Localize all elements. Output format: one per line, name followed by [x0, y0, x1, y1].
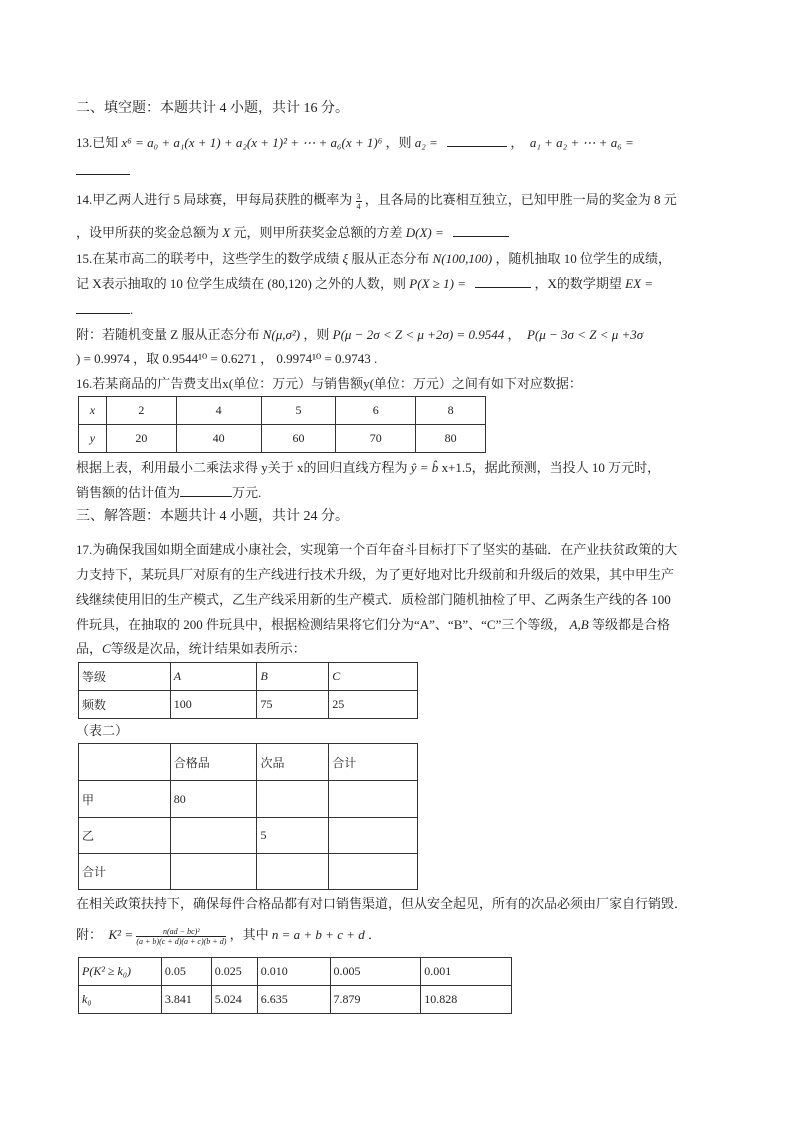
k2-lhs: K² = [108, 927, 134, 942]
q15-blank-2[interactable] [76, 301, 130, 314]
q13-blank-2[interactable] [76, 162, 130, 175]
q17-p5-a: 品， [76, 641, 103, 656]
section-3-heading: 三、解答题：本题共计 4 小题，共计 24 分。 [76, 509, 349, 524]
q16-line-2 [76, 484, 261, 502]
q16-table [78, 396, 486, 453]
ct-cell[interactable] [170, 818, 257, 854]
q15-line-2 [76, 275, 653, 293]
q16-cell: 40 [176, 425, 261, 453]
normal-note [76, 326, 643, 344]
q16-line2-a: 销售额的估计值为 [76, 485, 181, 500]
q16-cell: y [79, 425, 107, 453]
note-text-1b: ，则 [303, 327, 330, 342]
attach-label: 附： [76, 927, 103, 942]
q13-ask1: a₂ = [414, 135, 438, 150]
grade-table [78, 662, 418, 719]
ct-cell: 乙 [79, 818, 171, 854]
ct-cell: 合计 [329, 744, 418, 781]
k2-cell: 0.005 [330, 958, 421, 986]
question-14 [76, 191, 677, 211]
q16-cell: 20 [106, 425, 176, 453]
q15-text-1c: ，随机抽取 10 位学生的成绩， [495, 251, 671, 266]
ct-cell[interactable] [170, 854, 257, 890]
grade-cell: 25 [329, 691, 418, 719]
q16-line2-b: 万元. [232, 485, 262, 500]
q16-cell: x [79, 397, 107, 425]
grade-row-2 [79, 691, 418, 719]
q16-cell: 60 [261, 425, 336, 453]
q15-text-1b: 服从正态分布 [351, 251, 430, 266]
ct-row-yi [79, 818, 418, 854]
table2-caption: （表二） [76, 723, 129, 738]
q15-dist: N(100,100) [432, 251, 493, 266]
q16-cell: 2 [106, 397, 176, 425]
q17-p4-text: 件玩具，在抽取的 200 件玩具中，根据检测结果将它们分为“A”、“B”、“C”三个等级， [76, 617, 567, 632]
policy-text: 在相关政策扶持下，确保每件合格品都有对口销售渠道，但从安全起见，所有的次品必须由厂家自行销毁． [76, 896, 688, 911]
q14-frac-den: 4 [356, 201, 361, 211]
k2-row-k0 [79, 986, 512, 1014]
question-15 [76, 250, 671, 268]
q16-row-y [79, 425, 486, 453]
ct-cell: 合计 [79, 854, 171, 890]
q14-line-2 [76, 224, 509, 242]
ct-cell: 合格品 [170, 744, 257, 781]
note-sep: ， [507, 327, 521, 342]
grade-cell: 100 [170, 691, 257, 719]
grade-row-1 [79, 663, 418, 691]
q15-blank-1[interactable] [475, 275, 531, 288]
q17-paragraph-2: 力支持下，某玩具厂对原有的生产线进行技术升级，为了更好地对比升级前和升级后的效果，其中甲生产 [76, 567, 675, 582]
q13-ask2: a₁ + a₂ + ⋯ + a₆ = [529, 135, 634, 150]
grade-cell: A [170, 663, 257, 691]
q13-blank-1[interactable] [447, 134, 507, 147]
ct-cell[interactable] [329, 818, 418, 854]
q17-paragraph-4 [76, 616, 670, 634]
grade-cell: 75 [257, 691, 329, 719]
attach-mid: ，其中 [229, 927, 269, 942]
k2-cell: 10.828 [421, 986, 512, 1014]
k2-cell: 7.879 [330, 986, 421, 1014]
n-equation: n = a + b + c + d [271, 927, 365, 942]
k2-cell: 0.001 [421, 958, 512, 986]
k2-cell: 0.025 [211, 958, 257, 986]
ct-cell[interactable] [329, 854, 418, 890]
grade-cell: C [329, 663, 418, 691]
q16-intro: 16.若某商品的广告费支出x(单位：万元）与销售额y(单位：万元）之间有如下对应数据： [76, 376, 582, 391]
q14-dx: D(X) = [405, 225, 444, 240]
ct-cell [79, 744, 171, 781]
k2-cell: 5.024 [211, 986, 257, 1014]
note-line-2: ) = 0.9974 ，取 0.9544¹⁰ = 0.6271 ， 0.9974¹⁰ = 0.9743 . [76, 351, 378, 366]
q13-sep: ， [510, 135, 524, 150]
k2-cell: P(K² ≥ k₀) [79, 958, 162, 986]
k2-cell: 3.841 [161, 986, 211, 1014]
q15-p: P(X ≥ 1) = [409, 276, 466, 291]
ct-cell[interactable] [257, 781, 329, 818]
q14-var: X [222, 225, 231, 240]
q15-line-3: . [76, 301, 133, 319]
q14-blank[interactable] [453, 224, 509, 237]
q17-p4-ab: A,B [569, 617, 589, 632]
k2-cell: 6.635 [257, 986, 330, 1014]
q17-paragraph-3: 线继续使用旧的生产模式，乙生产线采用新的生产模式．质检部门随机抽检了甲、乙两条生产线的各 100 [76, 592, 671, 607]
q17-p5-b: 等级是次品，统计结果如表所示： [110, 641, 306, 656]
q14-fraction [356, 192, 362, 211]
q15-text-2b: ，X的数学期望 [534, 276, 622, 291]
ct-cell: 次品 [257, 744, 329, 781]
q15-text-2a: 记 X表示抽取的 10 位学生成绩在 (80,120) 之外的人数，则 [76, 276, 407, 291]
k2-num: n(ad − bc)² [136, 927, 226, 937]
ct-cell: 5 [257, 818, 329, 854]
q13-prefix: 13.已知 [76, 135, 119, 150]
q15-xi: ξ [342, 251, 349, 266]
k2-fraction [136, 927, 226, 946]
k2-den: (a + b)(c + d)(a + c)(b + d) [136, 936, 227, 946]
question-13 [76, 134, 634, 152]
q16-cell: 6 [336, 397, 416, 425]
q14-text-2b: 元，则甲所获奖金总额的方差 [233, 225, 403, 240]
q16-cell: 70 [336, 425, 416, 453]
section-2-heading: 二、填空题：本题共计 4 小题，共计 16 分。 [76, 101, 349, 116]
ct-row-jia [79, 781, 418, 818]
grade-cell: B [257, 663, 329, 691]
q16-cell: 5 [261, 397, 336, 425]
note-p3a: P(μ − 3σ < Z < μ +3σ [526, 327, 644, 342]
q17-paragraph-5 [76, 640, 306, 658]
q16-cell: 80 [416, 425, 486, 453]
q15-text-1a: 15.在某市高二的联考中，这些学生的数学成绩 [76, 251, 340, 266]
q17-p5-c: C [102, 641, 111, 656]
q14-text-1a: 14.甲乙两人进行 5 局球赛，甲每局获胜的概率为 [76, 192, 353, 207]
k2-cell: k₀ [79, 986, 162, 1014]
q16-after-a: 根据上表，利用最小二乘法求得 y关于 x的回归直线方程为 [76, 460, 408, 475]
q13-formula: x⁶ = a₀ + a₁(x + 1) + a₂(x + 1)² + ⋯ + a₆(x + 1)⁶ [121, 135, 383, 150]
k2-formula-line [76, 926, 381, 946]
grade-cell: 等级 [79, 663, 171, 691]
k2-row-p [79, 958, 512, 986]
q17-paragraph-1: 17.为确保我国如期全面建成小康社会，实现第一个百年奋斗目标打下了坚实的基础．在产业扶贫政策的大 [76, 542, 678, 557]
note-nd: N(μ,σ²) [262, 327, 301, 342]
ct-cell: 80 [170, 781, 257, 818]
q14-text-1b: ，且各局的比赛相互独立，已知甲胜一局的奖金为 8 元 [364, 192, 677, 207]
ct-cell[interactable] [329, 781, 418, 818]
q16-cell: 8 [416, 397, 486, 425]
ct-cell: 甲 [79, 781, 171, 818]
note-text-1a: 附：若随机变量 Z 服从正态分布 [76, 327, 260, 342]
q15-ex: EX = [625, 276, 654, 291]
q16-blank[interactable] [180, 484, 232, 497]
q16-after-b: x+1.5，据此预测，当投人 10 万元时， [441, 460, 661, 475]
q14-frac-num: 3 [356, 191, 361, 201]
q17-p4-tail: 等级都是合格 [592, 617, 671, 632]
q16-row-x [79, 397, 486, 425]
k2-cell: 0.010 [257, 958, 330, 986]
q14-text-2a: ，设甲所获的奖金总额为 [76, 225, 220, 240]
ct-header-row [79, 744, 418, 781]
q16-cell: 4 [176, 397, 261, 425]
contingency-table [78, 743, 418, 890]
note-p2: P(μ − 2σ < Z < μ +2σ) = 0.9544 [332, 327, 505, 342]
ct-cell[interactable] [257, 854, 329, 890]
q16-eq: ŷ = b̂ [410, 460, 439, 475]
q13-mid: ，则 [385, 135, 412, 150]
q16-after [76, 459, 660, 477]
grade-cell: 频数 [79, 691, 171, 719]
attach-end: ． [368, 927, 382, 942]
k2-cell: 0.05 [161, 958, 211, 986]
ct-row-total [79, 854, 418, 890]
k2-critical-table [78, 957, 512, 1014]
q13-line-2 [76, 162, 130, 180]
